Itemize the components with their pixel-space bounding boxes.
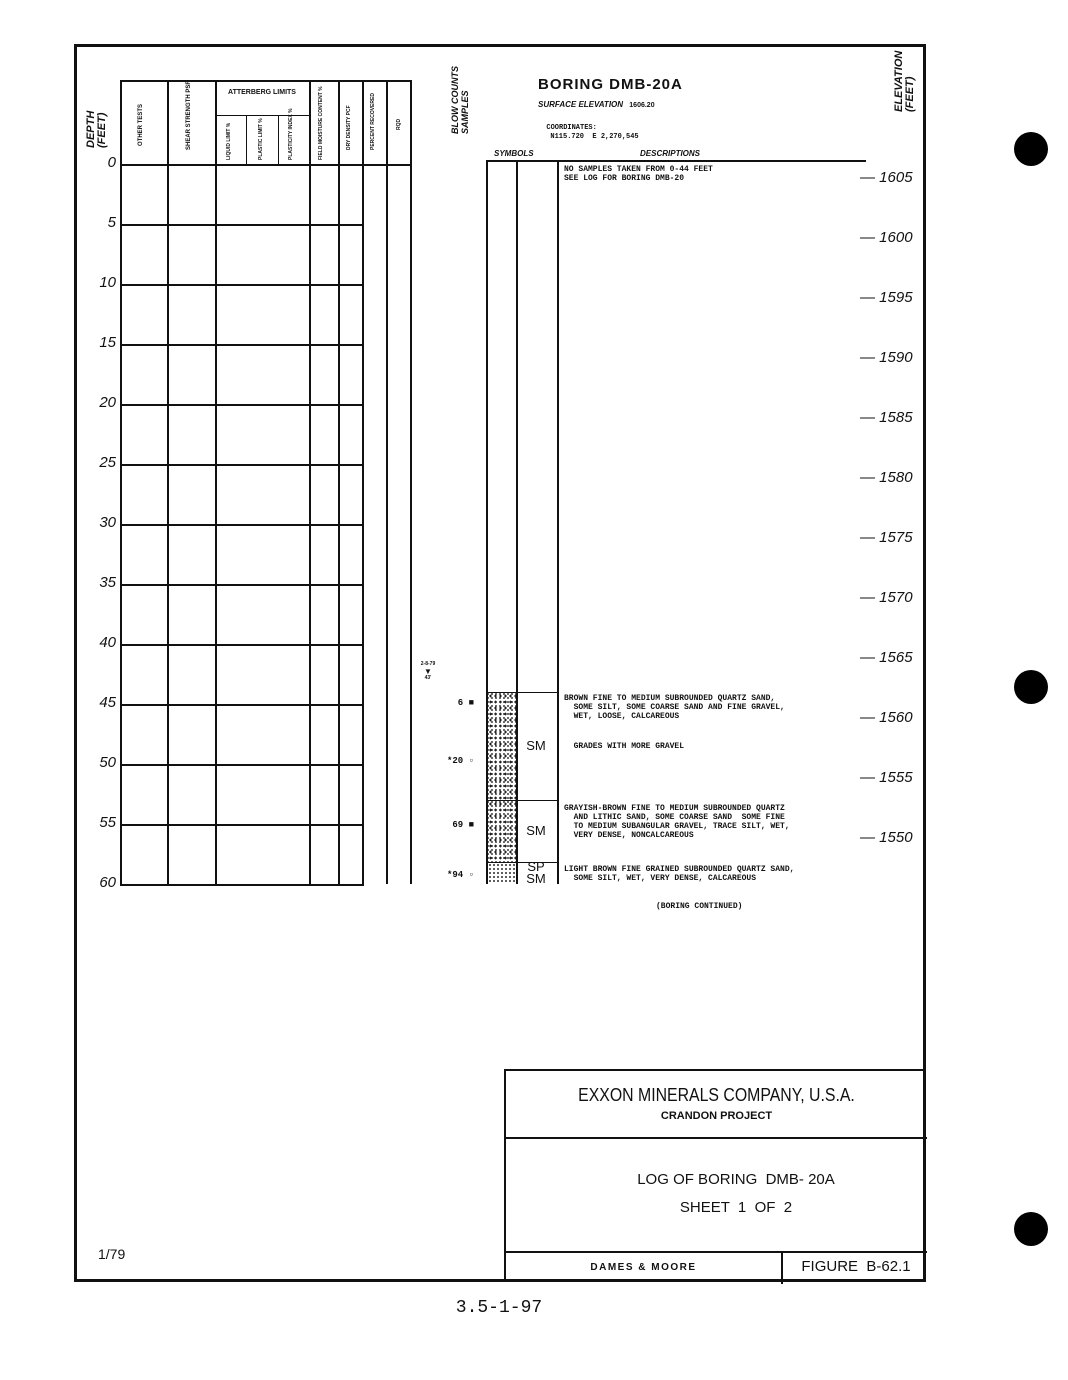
grid-row-line	[120, 884, 364, 886]
depth-tick-label: 45	[99, 694, 116, 711]
depth-tick-label: 10	[99, 274, 116, 291]
depth-tick-label: 55	[99, 814, 116, 831]
col-other-tests: OTHER TESTS	[138, 103, 144, 146]
soil-description: LIGHT BROWN FINE GRAINED SUBROUNDED QUARTZ SAND, SOME SILT, WET, VERY DENSE, CALCAREOUS	[564, 864, 795, 883]
log-title: LOG OF BORING DMB- 20A	[637, 1171, 835, 1188]
col-plastic-limit: PLASTIC LIMIT %	[258, 118, 264, 160]
elevation-tick-label: — 1555	[860, 769, 913, 787]
depth-tick-label: 40	[99, 634, 116, 651]
descriptions-rule	[486, 160, 866, 162]
soil-pattern	[488, 693, 516, 800]
grid-row-line	[120, 584, 364, 586]
blow-count: *20 ▫	[446, 755, 474, 766]
soil-description: GRAYISH-BROWN FINE TO MEDIUM SUBROUNDED QUARTZ AND LITHIC SAND, SOME COARSE SAND SOME FINE TO MEDIUM SUBANGULAR GRAVEL, TRACE SILT, WET, VERY DENSE, NONCALCAREOUS	[564, 803, 790, 840]
elevation-tick-label: — 1570	[860, 589, 913, 607]
col-dry-density: DRY DENSITY PCF	[346, 105, 352, 150]
usc-symbol: SP SM	[526, 859, 546, 887]
grid-row-line	[120, 404, 364, 406]
blow-count: 69 ■	[452, 820, 474, 831]
symbols-label: SYMBOLS	[494, 149, 534, 158]
elevation-tick-label: — 1600	[860, 229, 913, 247]
page-number: 3.5-1-97	[455, 1298, 543, 1318]
figure-number: FIGURE B-62.1	[801, 1258, 911, 1275]
water-level-date: 2-8-79	[420, 661, 436, 667]
surface-elevation-value: 1606.20	[629, 102, 655, 109]
sheet-number: SHEET 1 OF 2	[679, 1199, 793, 1216]
depth-tick-label: 30	[99, 514, 116, 531]
blow-counts-label: BLOW COUNTS SAMPLES	[450, 66, 470, 134]
binder-hole-bottom	[1014, 1212, 1048, 1246]
elevation-tick-label: — 1595	[860, 289, 913, 307]
depth-tick-label: 60	[99, 874, 116, 891]
grid-row-line	[120, 704, 364, 706]
boring-continued: (BORING CONTINUED)	[656, 902, 743, 911]
elevation-axis-label: ELEVATION (FEET)	[893, 50, 916, 112]
col-plasticity-index: PLASTICITY INDEX %	[288, 108, 294, 160]
col-atterberg-limits: ATTERBERG LIMITS	[228, 89, 296, 96]
depth-tick-label: 50	[99, 754, 116, 771]
depth-axis-label: DEPTH (FEET)	[85, 110, 108, 148]
elevation-tick-label: — 1560	[860, 709, 913, 727]
grid-row-line	[120, 824, 364, 826]
depth-tick-label: 5	[107, 214, 116, 231]
grid-row-line	[120, 224, 364, 226]
boring-title: BORING DMB-20A	[538, 76, 683, 93]
col-rqd: RQD	[396, 118, 402, 130]
depth-tick-label: 35	[99, 574, 116, 591]
grid-row-line	[120, 464, 364, 466]
project-name: CRANDON PROJECT	[660, 1110, 773, 1122]
elevation-tick-label: — 1585	[860, 409, 913, 427]
date-code: 1/79	[98, 1246, 126, 1262]
blow-count: 6 ■	[457, 698, 474, 708]
soil-pattern	[488, 801, 516, 862]
col-shear-strength: SHEAR STRENGTH PSF	[186, 80, 192, 150]
depth-tick-label: 20	[99, 394, 116, 411]
elevation-tick-label: — 1580	[860, 469, 913, 487]
soil-description: NO SAMPLES TAKEN FROM 0-44 FEET SEE LOG FOR BORING DMB-20	[564, 165, 713, 184]
blow-count: *94 ▫	[446, 869, 474, 880]
company-name: EXXON MINERALS COMPANY, U.S.A.	[578, 1085, 855, 1105]
grid-row-line	[120, 284, 364, 286]
surface-elevation-label: SURFACE ELEVATION	[538, 100, 624, 109]
soil-pattern	[488, 863, 516, 884]
depth-tick-label: 15	[99, 334, 116, 351]
elevation-tick-label: — 1565	[860, 649, 913, 667]
elevation-tick-label: — 1550	[860, 829, 913, 847]
usc-symbol: SM	[526, 738, 546, 753]
title-block	[504, 1069, 925, 1282]
coordinates-label: COORDINATES:	[546, 124, 597, 132]
surface-elevation	[538, 100, 655, 109]
binder-hole-top	[1014, 132, 1048, 166]
usc-symbol: SM	[526, 823, 546, 839]
grid-row-line	[120, 524, 364, 526]
grid-row-line	[120, 344, 364, 346]
coordinates-value: N115.720 E 2,270,545	[550, 133, 639, 141]
col-percent-recovered: PERCENT RECOVERED	[370, 93, 376, 150]
depth-tick-label: 0	[107, 154, 116, 171]
coordinates	[538, 115, 639, 142]
col-liquid-limit: LIQUID LIMIT %	[226, 122, 232, 160]
firm-name: DAMES & MOORE	[590, 1262, 697, 1273]
descriptions-label: DESCRIPTIONS	[640, 149, 701, 158]
water-level-depth: 43'	[424, 675, 432, 681]
depth-tick-label: 25	[99, 454, 116, 471]
elevation-tick-label: — 1605	[860, 169, 913, 187]
soil-description: GRADES WITH MORE GRAVEL	[564, 742, 685, 752]
grid-row-line	[120, 764, 364, 766]
col-field-moisture: FIELD MOISTURE CONTENT %	[318, 86, 324, 160]
water-level-symbol: ▼	[424, 667, 432, 676]
grid-row-line	[120, 164, 412, 166]
binder-hole-middle	[1014, 670, 1048, 704]
elevation-tick-label: — 1590	[860, 349, 913, 367]
grid-row-line	[120, 644, 364, 646]
elevation-tick-label: — 1575	[860, 529, 913, 547]
soil-description: BROWN FINE TO MEDIUM SUBROUNDED QUARTZ SAND, SOME SILT, SOME COARSE SAND AND FINE GRAVEL, WET, LOOSE, CALCAREOUS	[564, 694, 785, 722]
water-level-marker	[416, 661, 440, 682]
